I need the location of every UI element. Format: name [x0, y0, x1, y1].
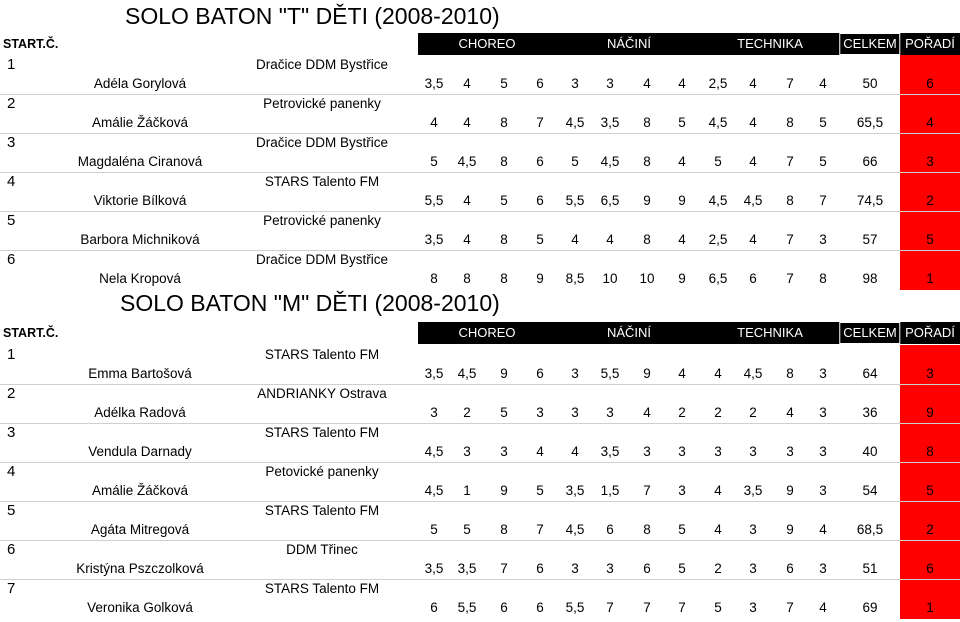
score-cell: 7 [643, 483, 651, 498]
score-cell: 6 [536, 76, 544, 91]
score-cell: 5 [500, 405, 508, 420]
score-cell: 8 [463, 271, 471, 286]
score-cell: 9 [500, 483, 508, 498]
rank-cell: 2 [900, 172, 960, 212]
table-row [0, 211, 960, 251]
club-name: Dračice DDM Bystřice [255, 135, 389, 150]
score-cell: 9 [786, 483, 794, 498]
score-cell: 5,5 [600, 366, 620, 381]
header-choreo: CHOREO [458, 36, 516, 51]
score-cell: 3 [749, 561, 757, 576]
score-cell: 3 [463, 444, 471, 459]
score-cell: 7 [536, 522, 544, 537]
start-number: 7 [7, 580, 16, 597]
row-separator [0, 540, 960, 541]
score-cell: 5 [571, 154, 579, 169]
total-score: 54 [862, 483, 878, 498]
start-number: 1 [7, 346, 16, 363]
section2-title: SOLO BATON "M" DĚTI (2008-2010) [120, 290, 500, 316]
score-cell: 3 [536, 405, 544, 420]
score-cell: 1 [463, 483, 471, 498]
score-cell: 3,5 [565, 483, 585, 498]
score-cell: 6 [536, 561, 544, 576]
club-name: Dračice DDM Bystřice [255, 252, 389, 267]
score-cell: 6 [536, 366, 544, 381]
score-cell: 8,5 [565, 271, 585, 286]
section1-start-header: START.Č. [3, 37, 59, 51]
score-cell: 3 [749, 444, 757, 459]
score-cell: 6,5 [600, 193, 620, 208]
score-cell: 5 [500, 76, 508, 91]
row-separator [0, 172, 960, 173]
score-cell: 3 [819, 483, 827, 498]
score-cell: 7 [678, 600, 686, 615]
competitor-name: Viktorie Bílková [93, 193, 187, 208]
score-cell: 4 [749, 115, 757, 130]
score-cell: 10 [602, 271, 618, 286]
score-cell: 3 [606, 405, 614, 420]
score-cell: 6 [430, 600, 438, 615]
rank-cell: 6 [900, 55, 960, 95]
club-name: Petrovické panenky [263, 96, 381, 111]
total-score: 57 [862, 232, 878, 247]
table-row [0, 423, 960, 463]
score-cell: 6 [643, 561, 651, 576]
score-cell: 5 [714, 154, 722, 169]
score-cell: 4,5 [565, 522, 585, 537]
competitor-name: Agáta Mitregová [90, 522, 190, 537]
table-row [0, 540, 960, 580]
competitor-name: Adélka Radová [94, 405, 186, 420]
header-technika: TECHNIKA [737, 325, 803, 340]
score-cell: 3 [749, 600, 757, 615]
score-cell: 9 [643, 193, 651, 208]
club-name: STARS Talento FM [264, 503, 380, 518]
rank-cell: 1 [900, 250, 960, 290]
section2-start-header: START.Č. [3, 326, 59, 340]
score-cell: 4 [571, 444, 579, 459]
score-cell: 3 [606, 561, 614, 576]
score-cell: 4 [430, 115, 438, 130]
table-row [0, 384, 960, 424]
score-cell: 2 [678, 405, 686, 420]
score-cell: 5 [430, 522, 438, 537]
score-cell: 3 [714, 444, 722, 459]
score-cell: 3,5 [600, 444, 620, 459]
total-score: 36 [862, 405, 878, 420]
score-cell: 4 [678, 366, 686, 381]
score-cell: 5 [536, 483, 544, 498]
total-score: 51 [862, 561, 878, 576]
score-cell: 4,5 [743, 366, 763, 381]
score-cell: 4,5 [600, 154, 620, 169]
row-separator [0, 423, 960, 424]
score-cell: 4 [571, 232, 579, 247]
row-separator [0, 384, 960, 385]
start-number: 5 [7, 212, 16, 229]
score-cell: 3 [500, 444, 508, 459]
club-name: ANDRIANKY Ostrava [257, 386, 387, 401]
score-cell: 8 [500, 115, 508, 130]
score-cell: 6 [500, 600, 508, 615]
score-cell: 3 [571, 405, 579, 420]
start-number: 2 [7, 385, 16, 402]
score-cell: 8 [643, 115, 651, 130]
competitor-name: Nela Kropová [99, 271, 181, 286]
score-cell: 3 [786, 444, 794, 459]
score-cell: 4 [643, 76, 651, 91]
score-cell: 2 [463, 405, 471, 420]
start-number: 1 [7, 56, 16, 73]
score-cell: 1,5 [600, 483, 620, 498]
rank-cell: 3 [900, 133, 960, 173]
score-cell: 4 [714, 522, 722, 537]
score-cell: 8 [643, 232, 651, 247]
score-cell: 5,5 [565, 600, 585, 615]
start-number: 4 [7, 463, 16, 480]
club-name: Dračice DDM Bystřice [255, 57, 389, 72]
score-cell: 4 [714, 483, 722, 498]
score-cell: 4,5 [457, 366, 477, 381]
score-cell: 8 [786, 193, 794, 208]
section1-title: SOLO BATON "T" DĚTI (2008-2010) [125, 3, 500, 29]
table-row [0, 345, 960, 385]
score-cell: 6 [536, 193, 544, 208]
score-cell: 3,5 [424, 232, 444, 247]
score-cell: 8 [430, 271, 438, 286]
score-cell: 5 [536, 232, 544, 247]
section1-header-band [418, 33, 960, 55]
header-choreo: CHOREO [458, 325, 516, 340]
row-separator [0, 501, 960, 502]
start-number: 3 [7, 134, 16, 151]
score-cell: 3 [571, 561, 579, 576]
score-cell: 2 [749, 405, 757, 420]
club-name: STARS Talento FM [264, 174, 380, 189]
club-name: Petovické panenky [265, 464, 379, 479]
score-cell: 3,5 [424, 561, 444, 576]
rank-cell: 2 [900, 501, 960, 541]
score-cell: 4 [714, 366, 722, 381]
score-cell: 3 [749, 522, 757, 537]
score-cell: 8 [786, 115, 794, 130]
rank-cell: 3 [900, 345, 960, 385]
score-cell: 4,5 [708, 115, 728, 130]
score-cell: 3 [678, 483, 686, 498]
row-separator [0, 94, 960, 95]
total-score: 50 [862, 76, 878, 91]
rank-cell: 9 [900, 384, 960, 424]
score-cell: 4 [678, 232, 686, 247]
row-separator [0, 250, 960, 251]
score-cell: 9 [786, 522, 794, 537]
score-cell: 5 [819, 154, 827, 169]
score-cell: 4 [678, 154, 686, 169]
score-cell: 4 [749, 76, 757, 91]
competitor-name: Kristýna Pszczolková [76, 561, 204, 576]
score-cell: 10 [639, 271, 655, 286]
score-cell: 2 [714, 561, 722, 576]
club-name: STARS Talento FM [264, 425, 380, 440]
score-cell: 7 [786, 76, 794, 91]
score-cell: 4 [606, 232, 614, 247]
score-cell: 4 [643, 405, 651, 420]
score-cell: 3 [643, 444, 651, 459]
rank-cell: 1 [900, 579, 960, 619]
score-cell: 4 [463, 193, 471, 208]
table-row [0, 579, 960, 619]
score-cell: 4 [463, 232, 471, 247]
score-cell: 4 [463, 76, 471, 91]
score-cell: 6 [786, 561, 794, 576]
score-cell: 3 [819, 366, 827, 381]
table-row [0, 55, 960, 95]
score-cell: 6 [749, 271, 757, 286]
rank-cell: 8 [900, 423, 960, 463]
header-celkem: CELKEM [839, 33, 900, 55]
score-cell: 4,5 [457, 154, 477, 169]
score-cell: 5 [678, 115, 686, 130]
score-cell: 7 [786, 271, 794, 286]
rank-cell: 5 [900, 211, 960, 251]
start-number: 3 [7, 424, 16, 441]
competitor-name: Veronika Golková [87, 600, 193, 615]
score-cell: 4 [463, 115, 471, 130]
competitor-name: Vendula Darnady [88, 444, 192, 459]
score-cell: 5,5 [565, 193, 585, 208]
score-cell: 8 [500, 522, 508, 537]
competitor-name: Emma Bartošová [88, 366, 192, 381]
club-name: Petrovické panenky [263, 213, 381, 228]
score-cell: 8 [500, 271, 508, 286]
row-separator [0, 579, 960, 580]
score-cell: 3 [819, 405, 827, 420]
row-separator [0, 462, 960, 463]
score-cell: 2 [714, 405, 722, 420]
score-cell: 4 [819, 600, 827, 615]
score-cell: 7 [643, 600, 651, 615]
competitor-name: Adéla Gorylová [93, 76, 187, 91]
score-cell: 6,5 [708, 271, 728, 286]
table-row [0, 462, 960, 502]
start-number: 2 [7, 95, 16, 112]
club-name: STARS Talento FM [264, 347, 380, 362]
score-cell: 3 [430, 405, 438, 420]
score-cell: 5 [678, 522, 686, 537]
score-cell: 4,5 [424, 444, 444, 459]
start-number: 6 [7, 251, 16, 268]
score-cell: 5 [819, 115, 827, 130]
table-row [0, 172, 960, 212]
total-score: 68,5 [856, 522, 884, 537]
table-row [0, 501, 960, 541]
score-cell: 2,5 [708, 232, 728, 247]
competitor-name: Amálie Žáčková [91, 483, 189, 498]
score-cell: 6 [606, 522, 614, 537]
section2-header-band [418, 322, 960, 344]
total-score: 98 [862, 271, 878, 286]
score-cell: 7 [819, 193, 827, 208]
table-row [0, 94, 960, 134]
score-cell: 3 [678, 444, 686, 459]
row-separator [0, 211, 960, 212]
score-cell: 6 [536, 600, 544, 615]
start-number: 5 [7, 502, 16, 519]
score-cell: 4 [749, 232, 757, 247]
table-row [0, 250, 960, 290]
start-number: 6 [7, 541, 16, 558]
score-cell: 9 [536, 271, 544, 286]
header-celkem: CELKEM [839, 322, 900, 344]
club-name: STARS Talento FM [264, 581, 380, 596]
score-cell: 4,5 [424, 483, 444, 498]
score-cell: 4 [786, 405, 794, 420]
score-cell: 3 [571, 76, 579, 91]
competitor-name: Magdaléna Ciranová [77, 154, 203, 169]
score-cell: 8 [643, 522, 651, 537]
score-cell: 4 [819, 76, 827, 91]
score-cell: 9 [678, 271, 686, 286]
header-poradi: POŘADÍ [905, 36, 955, 51]
score-cell: 7 [786, 154, 794, 169]
header-technika: TECHNIKA [737, 36, 803, 51]
score-cell: 9 [643, 366, 651, 381]
table-row [0, 133, 960, 173]
score-cell: 5 [678, 561, 686, 576]
row-separator [0, 133, 960, 134]
score-cell: 4 [678, 76, 686, 91]
score-cell: 3,5 [424, 366, 444, 381]
score-cell: 3 [819, 561, 827, 576]
score-cell: 7 [500, 561, 508, 576]
score-cell: 8 [643, 154, 651, 169]
total-score: 69 [862, 600, 878, 615]
score-cell: 5,5 [424, 193, 444, 208]
total-score: 64 [862, 366, 878, 381]
score-cell: 7 [786, 232, 794, 247]
score-cell: 3,5 [600, 115, 620, 130]
competitor-name: Barbora Michniková [80, 232, 200, 247]
score-cell: 6 [536, 154, 544, 169]
total-score: 65,5 [856, 115, 884, 130]
rank-cell: 5 [900, 462, 960, 502]
header-naciní: NÁČINÍ [606, 325, 652, 340]
score-cell: 3,5 [743, 483, 763, 498]
score-cell: 3 [819, 232, 827, 247]
score-cell: 5 [714, 600, 722, 615]
rank-cell: 4 [900, 94, 960, 134]
total-score: 40 [862, 444, 878, 459]
score-cell: 7 [606, 600, 614, 615]
score-cell: 3,5 [424, 76, 444, 91]
header-poradi: POŘADÍ [905, 325, 955, 340]
score-cell: 7 [786, 600, 794, 615]
score-cell: 3,5 [457, 561, 477, 576]
score-cell: 2,5 [708, 76, 728, 91]
score-cell: 4 [749, 154, 757, 169]
score-cell: 4 [536, 444, 544, 459]
score-cell: 8 [500, 232, 508, 247]
score-cell: 5 [430, 154, 438, 169]
score-cell: 3 [606, 76, 614, 91]
score-cell: 3 [819, 444, 827, 459]
score-cell: 8 [819, 271, 827, 286]
score-cell: 8 [786, 366, 794, 381]
competitor-name: Amálie Žáčková [91, 115, 189, 130]
rank-cell: 6 [900, 540, 960, 580]
score-cell: 5 [463, 522, 471, 537]
total-score: 66 [862, 154, 878, 169]
start-number: 4 [7, 173, 16, 190]
total-score: 74,5 [856, 193, 884, 208]
club-name: DDM Třinec [286, 542, 358, 557]
score-cell: 5,5 [457, 600, 477, 615]
score-cell: 9 [500, 366, 508, 381]
score-cell: 4 [819, 522, 827, 537]
score-cell: 9 [678, 193, 686, 208]
header-naciní: NÁČINÍ [606, 36, 652, 51]
score-cell: 4,5 [708, 193, 728, 208]
score-cell: 5 [500, 193, 508, 208]
score-cell: 3 [571, 366, 579, 381]
score-cell: 4,5 [743, 193, 763, 208]
score-cell: 4,5 [565, 115, 585, 130]
score-cell: 7 [536, 115, 544, 130]
score-cell: 8 [500, 154, 508, 169]
